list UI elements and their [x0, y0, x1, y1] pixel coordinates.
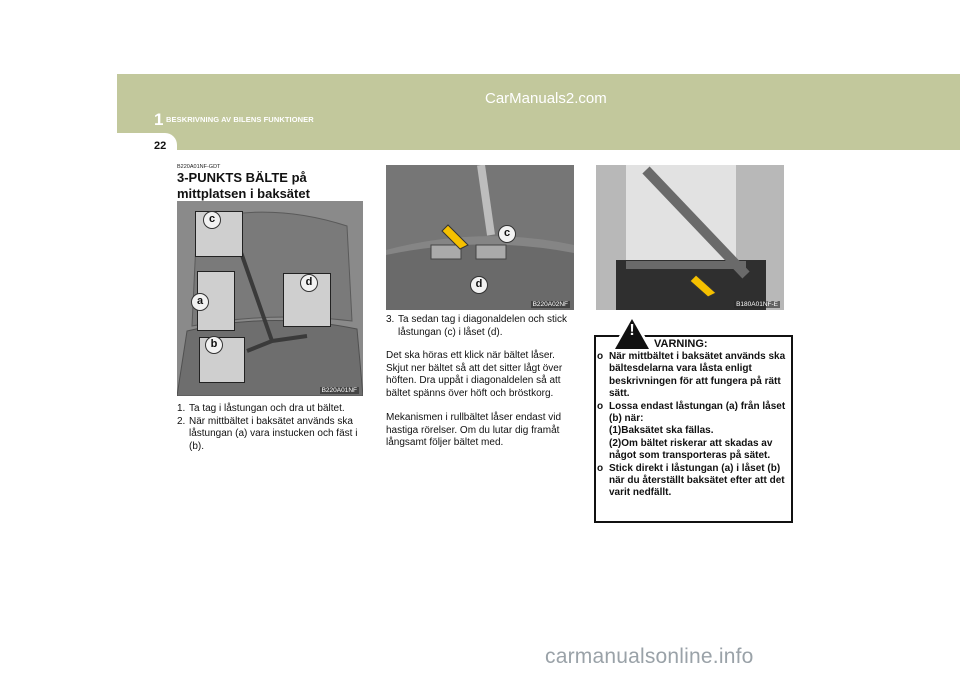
step-text: När mittbältet i baksätet används ska låstungan (a) vara instucken och fäst i (b).: [189, 415, 358, 452]
page-tab: [117, 133, 177, 157]
person-illustration: [596, 165, 784, 310]
list-item: [597, 351, 787, 401]
step-text: Ta tag i låstungan och dra ut bältet.: [189, 403, 345, 414]
figure-caption: B220A02NF: [532, 301, 568, 308]
warning-item-text: Stick direkt i låstungan (a) i låset (b) när du återställt baksätet efter att det varit nedfällt.: [609, 462, 785, 499]
list-item: [386, 314, 574, 339]
list-item: [597, 425, 787, 437]
section-heading: 3-PUNKTS BÄLTE på mittplatsen i baksätet: [177, 170, 310, 201]
warning-subitem-text: (1)Baksätet ska fällas.: [609, 425, 714, 437]
warning-item-text: När mittbältet i baksätet används ska bältesdelarna vara låsta enligt beskrivningen för att fungera på rätt sätt.: [609, 351, 786, 400]
callout-a: a: [191, 293, 209, 311]
chapter-number: 1: [154, 110, 164, 129]
steps-mid: [386, 314, 574, 339]
callout-d: d: [300, 274, 318, 292]
steps-left: [177, 403, 363, 453]
step-text: Ta sedan tag i diagonaldelen och stick låstungan (c) i låset (d).: [398, 314, 568, 338]
list-item: [597, 438, 787, 463]
callout-c: c: [498, 225, 516, 243]
bullet: o: [597, 351, 604, 362]
figure-person: [596, 165, 784, 310]
list-item: [597, 463, 787, 500]
warning-list: [597, 351, 787, 500]
figure-caption: B180A01NF-E: [736, 301, 778, 308]
step-number: 3.: [386, 314, 395, 325]
list-item: [177, 403, 363, 416]
mid-paragraph-2: Mekanismen i rullbältet låser endast vid hastiga rörelser. Om du lutar dig framåt långsamt följer bältet med.: [386, 412, 562, 448]
chapter-title: BESKRIVNING AV BILENS FUNKTIONER: [166, 115, 314, 124]
mid-paragraph-1: Det ska höras ett klick när bältet låser. Skjut ner bältet så att det sitter lågt över höften. Dra uppåt i diagonaldelen så att bältet spänns över höft och bröstkorg.: [386, 350, 563, 399]
page-number: 22: [154, 140, 167, 152]
callout-d: d: [470, 276, 488, 294]
figure-rear-seat: [177, 201, 363, 396]
callout-c: c: [203, 211, 221, 229]
warning-subitem-text: (2)Om bältet riskerar att skadas av något som transporteras på sätet.: [609, 437, 773, 462]
bullet: o: [597, 400, 604, 412]
figure-buckle: [386, 165, 574, 310]
bullet: o: [597, 462, 604, 474]
list-item: [597, 401, 787, 426]
callout-b: b: [205, 336, 223, 354]
step-number: 1.: [177, 403, 186, 414]
step-number: 2.: [177, 415, 186, 427]
header-band: [117, 74, 960, 150]
warning-item-text: Lossa endast låstungan (a) från låset (b) när:: [609, 400, 786, 425]
warning-title: VARNING:: [654, 338, 708, 350]
figure-caption: B220A01NF: [321, 387, 357, 394]
footer-link[interactable]: carmanualsonline.info: [545, 645, 754, 668]
warning-exclamation: !: [629, 322, 635, 339]
list-item: [177, 416, 363, 454]
site-link[interactable]: CarManuals2.com: [485, 90, 607, 107]
section-code: B220A01NF-GDT: [177, 164, 221, 170]
